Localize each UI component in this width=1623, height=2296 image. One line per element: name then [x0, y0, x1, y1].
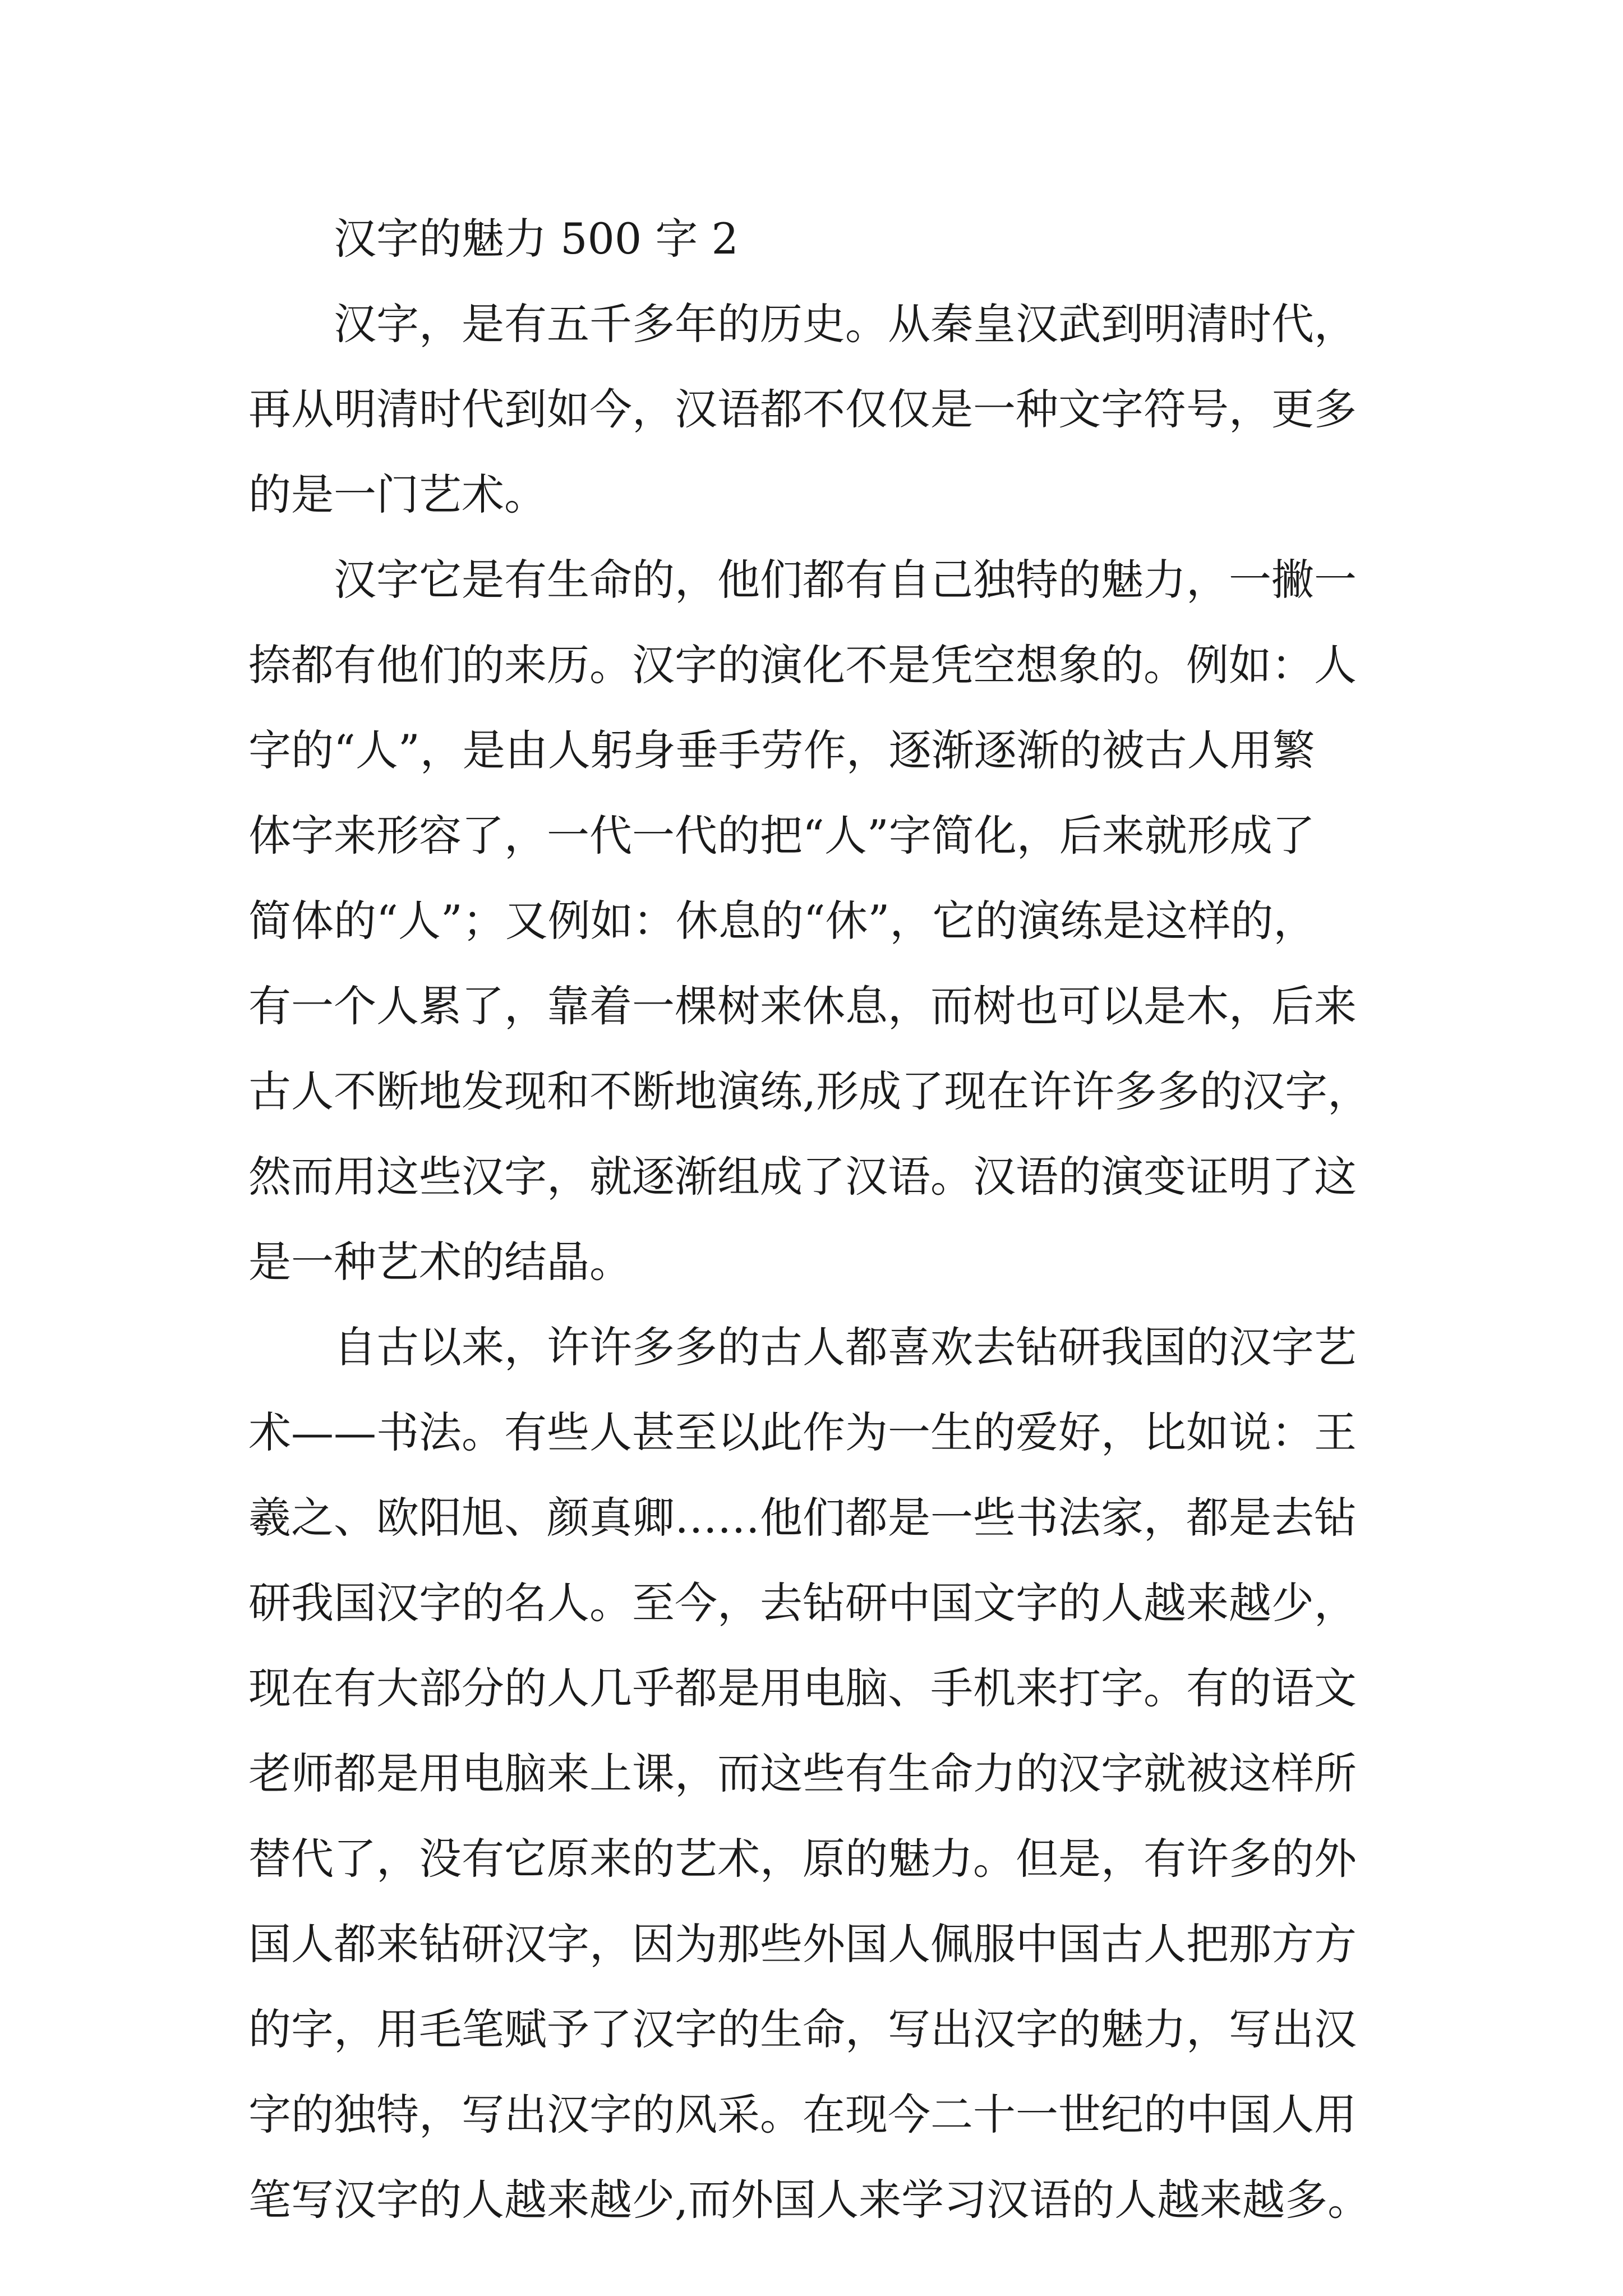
text-line: 的是一门艺术。	[248, 470, 547, 519]
text-line: 字的“人”，是由人躬身垂手劳作，逐渐逐渐的被古人用繁	[248, 725, 1315, 775]
text-line: 替代了，没有它原来的艺术，原的魅力。但是，有许多的外	[248, 1834, 1357, 1884]
text-line: 再从明清时代到如今，汉语都不仅仅是一种文字符号，更多	[248, 384, 1357, 434]
text-line: 汉字，是有五千多年的历史。从秦皇汉武到明清时代，	[334, 299, 1357, 349]
text-line: 简体的“人”；又例如：休息的“休”，它的演练是这样的，	[248, 896, 1316, 946]
paragraph-3	[248, 1305, 1409, 2243]
text-line: 笔写汉字的人越来越少,而外国人来学习汉语的人越来越多。	[248, 2175, 1371, 2225]
document-body	[248, 196, 1409, 2243]
text-line: 捺都有他们的来历。汉字的演化不是凭空想象的。例如：人	[248, 640, 1357, 690]
paragraph-2	[248, 537, 1409, 1305]
text-line: 汉字它是有生命的，他们都有自己独特的魅力，一撇一	[334, 555, 1357, 605]
text-line: 国人都来钻研汉字，因为那些外国人佩服中国古人把那方方	[248, 1919, 1357, 1969]
text-line: 古人不断地发现和不断地演练,形成了现在许许多多的汉字，	[248, 1066, 1371, 1116]
text-line: 有一个人累了，靠着一棵树来休息，而树也可以是木，后来	[248, 981, 1357, 1031]
paragraph-1	[248, 282, 1409, 537]
text-line: 是一种艺术的结晶。	[248, 1237, 632, 1287]
text-line: 然而用这些汉字，就逐渐组成了汉语。汉语的演变证明了这	[248, 1152, 1357, 1202]
text-line: 老师都是用电脑来上课，而这些有生命力的汉字就被这样所	[248, 1749, 1357, 1798]
text-line: 现在有大部分的人几乎都是用电脑、手机来打字。有的语文	[248, 1663, 1357, 1713]
text-line: 字的独特，写出汉字的风采。在现今二十一世纪的中国人用	[248, 2090, 1357, 2139]
text-line: 研我国汉字的名人。至今，去钻研中国文字的人越来越少，	[248, 1578, 1357, 1628]
document-title: 汉字的魅力 500 字 2	[334, 214, 739, 264]
text-line: 羲之、欧阳旭、颜真卿……他们都是一些书法家，都是去钻	[248, 1493, 1357, 1543]
text-line: 术——书法。有些人甚至以此作为一生的爱好，比如说：王	[248, 1407, 1357, 1457]
text-line: 自古以来，许许多多的古人都喜欢去钻研我国的汉字艺	[334, 1322, 1357, 1372]
text-line: 体字来形容了，一代一代的把“人”字简化，后来就形成了	[248, 811, 1315, 861]
text-line: 的字，用毛笔赋予了汉字的生命，写出汉字的魅力，写出汉	[248, 2004, 1357, 2054]
